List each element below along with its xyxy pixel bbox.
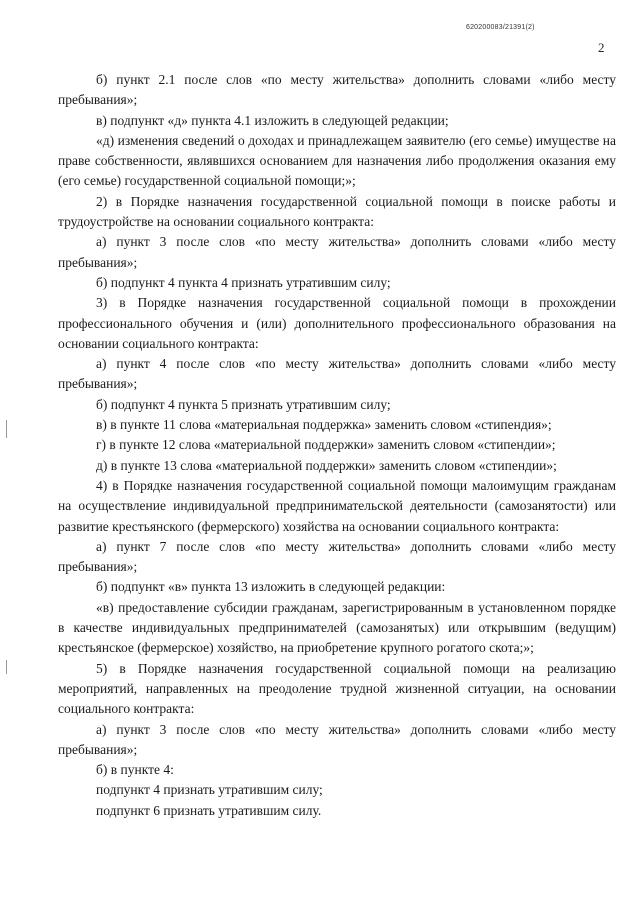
paragraph: 4) в Порядке назначения государственной социальной помощи малоимущим гражданам на осуществление индивидуальной предпринимательской деятельности (самозанятости) или развитие крестьянского (фермерского) хозяйства на основании социального контракта: <box>58 477 616 534</box>
page-number: 2 <box>598 40 605 55</box>
paragraph: а) пункт 4 после слов «по месту жительства» дополнить словами «либо месту пребывания»; <box>58 356 616 392</box>
paragraph: д) в пункте 13 слова «материальной поддержки» заменить словом «стипендии»; <box>96 457 557 473</box>
paragraph: а) пункт 7 после слов «по месту жительства» дополнить словами «либо месту пребывания»; <box>58 538 616 575</box>
paragraph: б) подпункт 4 пункта 4 признать утратившим силу; <box>96 274 391 290</box>
paragraph: б) пункт 2.1 после слов «по месту жительства» дополнить словами «либо месту пребывания»; <box>58 72 616 108</box>
paragraph: в) подпункт «д» пункта 4.1 изложить в следующей редакции; <box>96 112 449 128</box>
scan-mark <box>6 660 7 674</box>
paragraph: «в) предоставление субсидии гражданам, зарегистрированным в установленном порядке в качестве индивидуальных предпринимателей (самозанятых) или открывшим (ведущим) крестьянское (фермерское) хозяйство, на приобретение крупного рогатого скота;»; <box>58 599 616 656</box>
paragraph: а) пункт 3 после слов «по месту жительства» дополнить словами «либо месту пребывания»; <box>58 234 616 270</box>
paragraph: 2) в Порядке назначения государственной социальной помощи в поиске работы и трудоустройстве на основании социального контракта: <box>58 193 616 230</box>
paragraph: подпункт 4 признать утратившим силу; <box>96 782 323 798</box>
paragraph: «д) изменения сведений о доходах и принадлежащем заявителю (его семье) имуществе на праве собственности, являвшихся основанием для назначения либо продолжения оказания ему (его семье) государственной социальной помощи;»; <box>58 132 616 189</box>
scan-mark <box>6 420 7 438</box>
paragraph: 5) в Порядке назначения государственной социальной помощи на реализацию мероприятий, направленных на преодоление трудной жизненной ситуации, на основании социального контракта: <box>58 660 616 717</box>
paragraph: а) пункт 3 после слов «по месту жительства» дополнить словами «либо месту пребывания»; <box>58 721 616 757</box>
paragraph: 3) в Порядке назначения государственной социальной помощи в прохождении профессионального обучения и (или) дополнительного профессионального образования на основании социального контракта: <box>58 295 616 351</box>
paragraph: подпункт 6 признать утратившим силу. <box>96 802 322 818</box>
document-body <box>58 70 616 821</box>
document-id: 620200083/21391(2) <box>466 24 535 31</box>
paragraph: б) подпункт «в» пункта 13 изложить в следующей редакции: <box>96 579 446 595</box>
paragraph: в) в пункте 11 слова «материальная поддержка» заменить словом «стипендия»; <box>96 417 552 433</box>
paragraph: б) в пункте 4: <box>96 762 174 778</box>
paragraph: б) подпункт 4 пункта 5 признать утратившим силу; <box>96 396 391 412</box>
paragraph: г) в пункте 12 слова «материальной поддержки» заменить словом «стипендии»; <box>96 437 556 453</box>
